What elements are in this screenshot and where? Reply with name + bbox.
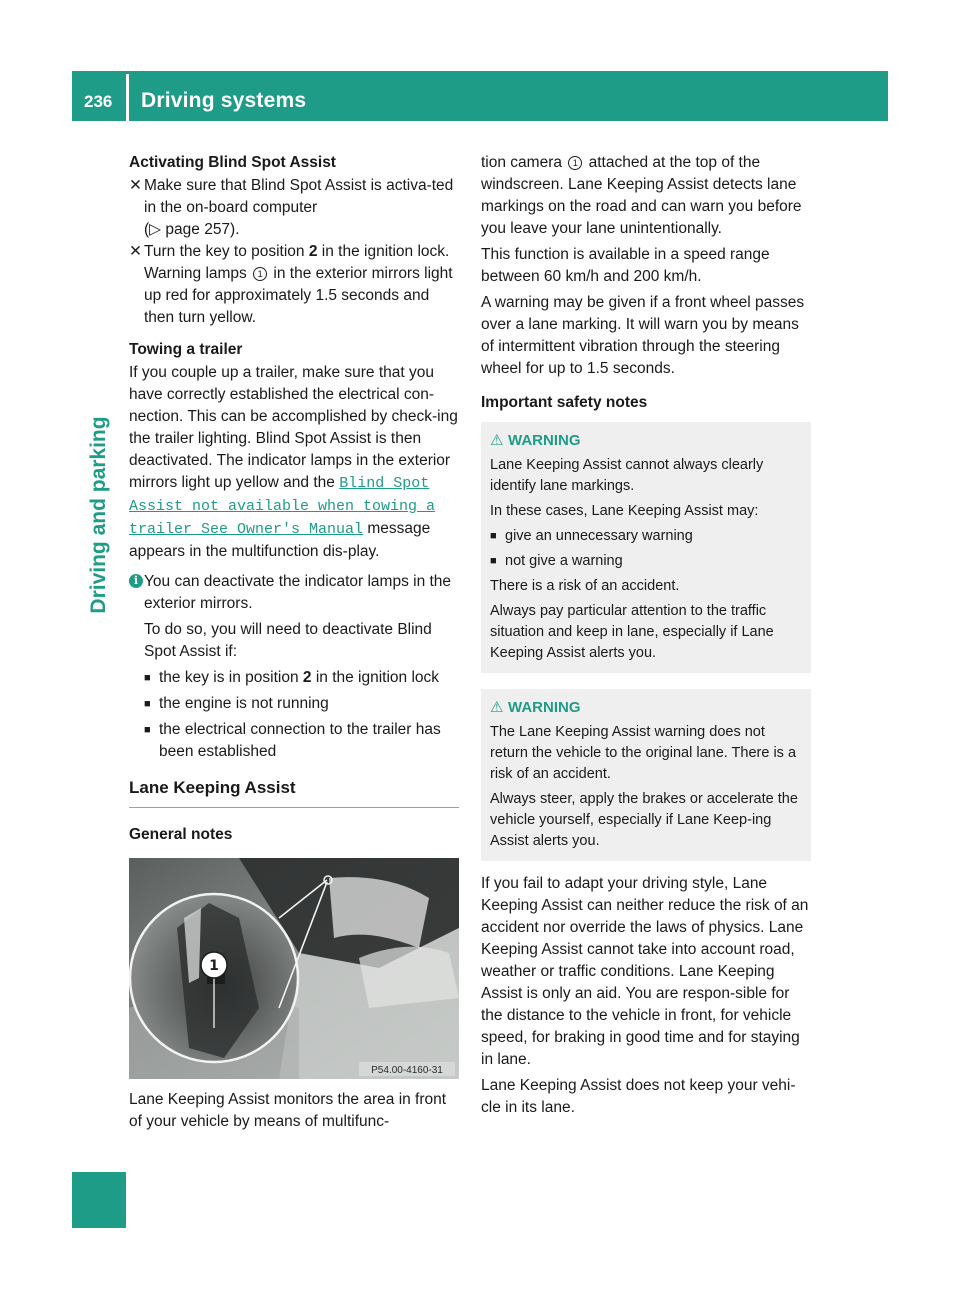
- warning-text: Always pay particular attention to the traffic situation and keep in lane, especially if Lane Keeping Assist alerts you.: [490, 603, 774, 661]
- figure-callout-number: 1: [209, 958, 219, 974]
- warning-box: [481, 689, 811, 861]
- bullet-icon: ■: [144, 698, 151, 710]
- callout-marker-icon: 1: [568, 156, 582, 170]
- paragraph: If you fail to adapt your driving style, Lane Keeping Assist can neither reduce the risk of an accident nor override the laws of physics. Lane Keeping Assist cannot take into account road, weather or traffic conditions. Lane Keeping Assist is only an aid. You are respon-sible for the distance to the vehicle in front, for vehicle speed, for braking in good time and for staying in lane.: [481, 875, 809, 1068]
- position-number: 2: [302, 669, 312, 686]
- step-arrow-icon: ✕: [129, 243, 142, 260]
- warning-text: The Lane Keeping Assist warning does not return the vehicle to the original lane. There is a risk of an accident.: [490, 724, 797, 782]
- info-text: To do so, you will need to deactivate Blind Spot Assist if:: [144, 621, 432, 660]
- side-tab-block: [72, 1172, 126, 1228]
- towing-body: If you couple up a trailer, make sure that you have correctly established the electrical con-nection. This can be accomplished by check-ing the trailer lighting. Blind Spot Assist is then deactivated. The indicator lamps in the exterior mirrors light up yellow and the: [129, 364, 458, 491]
- step-text: Make sure that Blind Spot Assist is activa-ted in the on-board computer: [144, 177, 454, 216]
- position-number: 2: [308, 243, 318, 260]
- page-title: Driving systems: [141, 89, 307, 112]
- bullet-icon: ■: [490, 555, 497, 567]
- info-text: You can deactivate the indicator lamps in the exterior mirrors.: [144, 573, 452, 612]
- bullet-text: not give a warning: [505, 553, 623, 569]
- bullet-icon: ■: [490, 530, 497, 542]
- list-item: [144, 719, 459, 763]
- step-text: in the ignition lock.: [321, 243, 450, 260]
- bullet-text: the electrical connection to the trailer has been established: [159, 721, 441, 760]
- warning-triangle-icon: ⚠: [490, 699, 504, 716]
- page-ref-prefix: (: [144, 221, 150, 238]
- warning-title: [490, 430, 802, 451]
- warning-title-text: WARNING: [508, 699, 581, 716]
- step-item: [129, 175, 459, 241]
- figure-code: P54.00-4160-31: [371, 1065, 443, 1076]
- paragraph: [481, 152, 811, 240]
- list-item: [490, 551, 802, 572]
- step-item: [129, 241, 459, 329]
- list-item: [490, 526, 802, 547]
- info-icon: i: [129, 574, 143, 588]
- paragraph: This function is available in a speed range between 60 km/h and 200 km/h.: [481, 246, 770, 285]
- camera-figure: [129, 858, 459, 1079]
- page-ref[interactable]: page 257).: [165, 221, 240, 238]
- paragraph-text: attached at the top of the windscreen. Lane Keeping Assist detects lane markings on the road and can warn you before you leave your lane unintentionally.: [481, 154, 802, 237]
- step-text: in the exterior mirrors light up red for approximately 1.5 seconds and then turn yellow.: [144, 265, 453, 326]
- side-tab-label: Driving and parking: [87, 416, 110, 614]
- warning-triangle-icon: ⚠: [490, 432, 504, 449]
- bullet-text: in the ignition lock: [315, 669, 440, 686]
- right-column: [481, 152, 811, 1119]
- warning-title: [490, 697, 802, 718]
- warning-text: Lane Keeping Assist cannot always clearly identify lane markings.: [490, 457, 764, 494]
- header-divider: [126, 74, 129, 121]
- warning-box: [481, 422, 811, 673]
- general-notes-heading: General notes: [129, 826, 233, 843]
- page-number: 236: [84, 92, 113, 111]
- bullet-icon: ■: [144, 672, 151, 684]
- left-column: [129, 152, 459, 1133]
- step-text: Turn the key to position: [144, 243, 305, 260]
- bullet-text: give an unnecessary warning: [505, 528, 693, 544]
- bullet-text: the engine is not running: [159, 695, 329, 712]
- display-message: Blind Spot Assist not available when towing a trailer See Owner's Manual: [129, 475, 436, 538]
- side-tab: [84, 400, 114, 630]
- warning-text: There is a risk of an accident.: [490, 578, 680, 594]
- activating-heading: Activating Blind Spot Assist: [129, 154, 336, 171]
- bullet-icon: ■: [144, 724, 151, 736]
- step-text: Warning lamps: [144, 265, 247, 282]
- towing-heading: Towing a trailer: [129, 341, 243, 358]
- paragraph-text: tion camera: [481, 154, 562, 171]
- warning-text: In these cases, Lane Keeping Assist may:: [490, 503, 759, 519]
- section-heading: Lane Keeping Assist: [129, 777, 459, 808]
- info-note: [129, 571, 459, 763]
- bullet-text: the key is in position: [159, 669, 299, 686]
- page-ref-arrow-icon: ▷: [149, 221, 162, 238]
- list-item: [144, 693, 459, 715]
- list-item: [144, 667, 459, 689]
- warning-title-text: WARNING: [508, 432, 581, 449]
- step-arrow-icon: ✕: [129, 177, 142, 194]
- safety-heading: Important safety notes: [481, 394, 648, 411]
- towing-body: message appears in the multifunction dis-play.: [129, 520, 431, 560]
- callout-marker-icon: 1: [253, 267, 267, 281]
- paragraph: A warning may be given if a front wheel passes over a lane marking. It will warn you by means of intermittent vibration through the steering wheel for up to 1.5 seconds.: [481, 294, 805, 377]
- figure-caption: Lane Keeping Assist monitors the area in front of your vehicle by means of multifunc-: [129, 1091, 447, 1130]
- warning-text: Always steer, apply the brakes or accelerate the vehicle yourself, especially if Lane Keep-ing Assist alerts you.: [490, 791, 798, 849]
- paragraph: Lane Keeping Assist does not keep your vehi-cle in its lane.: [481, 1077, 796, 1116]
- towing-text: [129, 362, 459, 563]
- camera-illustration: [129, 858, 459, 1079]
